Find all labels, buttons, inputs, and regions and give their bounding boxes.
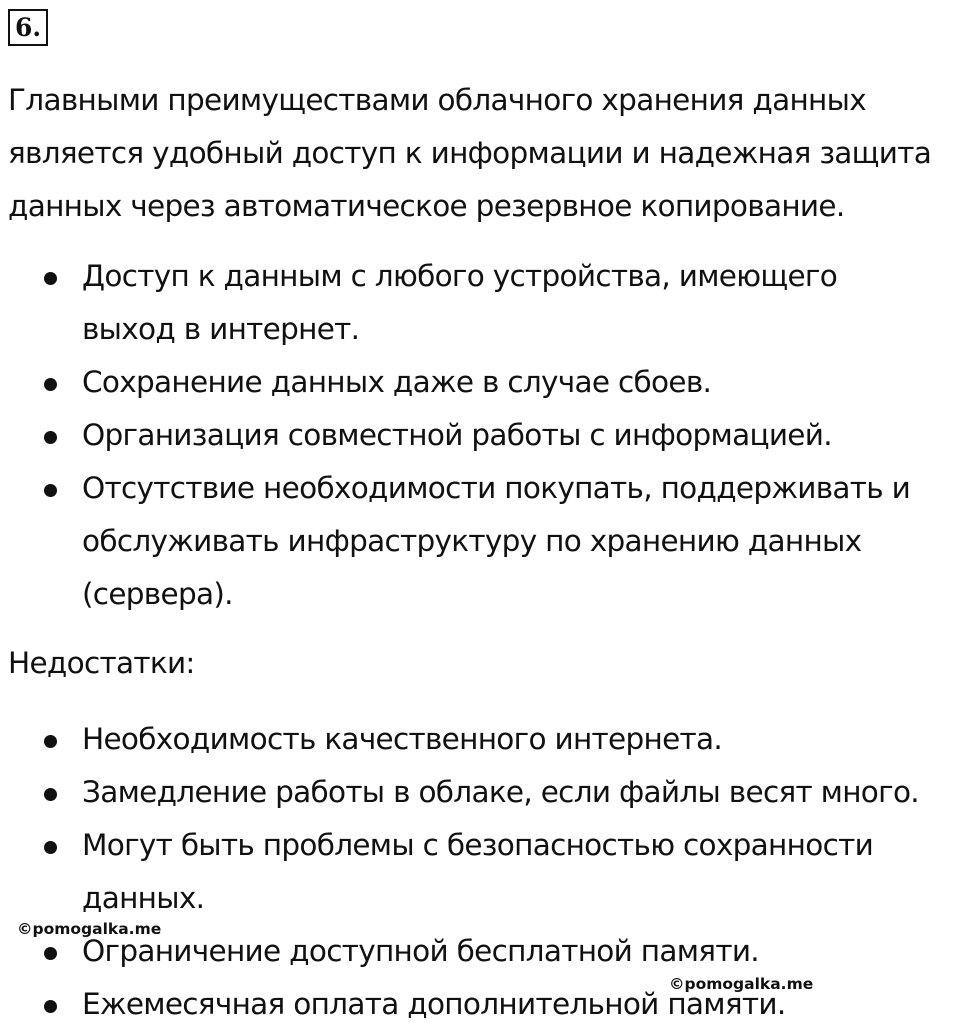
list-item-text: данных. — [82, 881, 205, 915]
disadvantages-heading: Недостатки: — [8, 646, 195, 680]
bullet-dot-icon — [44, 272, 57, 285]
bullet-dot-icon — [44, 788, 57, 801]
advantage-item — [0, 409, 960, 462]
task-number-box: 6. — [8, 9, 48, 46]
list-item-text: Сохранение данных даже в случае сбоев. — [82, 365, 712, 399]
disadvantage-item — [0, 713, 960, 766]
intro-paragraph — [8, 74, 958, 233]
list-item-text: Отсутствие необходимости покупать, поддерживать и — [82, 471, 911, 505]
disadvantages-list — [0, 713, 960, 1031]
disadvantage-item — [0, 978, 960, 1031]
disadvantage-item — [0, 766, 960, 819]
list-item-text: Доступ к данным с любого устройства, имеющего — [82, 259, 838, 293]
list-item-text: Необходимость качественного интернета. — [82, 722, 723, 756]
list-item-text: Замедление работы в облаке, если файлы весят много. — [82, 775, 919, 809]
advantage-item — [0, 462, 960, 621]
list-item-text: выход в интернет. — [82, 312, 360, 346]
disadvantage-item — [0, 819, 960, 925]
bullet-dot-icon — [44, 484, 57, 497]
advantages-list — [0, 250, 960, 621]
bullet-dot-icon — [44, 947, 57, 960]
bullet-dot-icon — [44, 378, 57, 391]
bullet-dot-icon — [44, 1000, 57, 1013]
watermark: ©pomogalka.me — [17, 920, 162, 938]
intro-line: данных через автоматическое резервное копирование. — [8, 189, 845, 223]
intro-line: является удобный доступ к информации и надежная защита — [8, 136, 932, 170]
advantage-item — [0, 250, 960, 356]
list-item-text: обслуживать инфраструктуру по хранению данных — [82, 524, 862, 558]
watermark: ©pomogalka.me — [669, 975, 814, 993]
list-item-text: Могут быть проблемы с безопасностью сохранности — [82, 828, 874, 862]
bullet-dot-icon — [44, 735, 57, 748]
list-item-text: Организация совместной работы с информацией. — [82, 418, 832, 452]
advantage-item — [0, 356, 960, 409]
list-item-text: (сервера). — [82, 577, 233, 611]
list-item-text: Ежемесячная оплата дополнительной памяти. — [82, 987, 786, 1021]
list-item-text: Ограничение доступной бесплатной памяти. — [82, 934, 759, 968]
intro-line: Главными преимуществами облачного хранения данных — [8, 83, 866, 117]
bullet-dot-icon — [44, 841, 57, 854]
bullet-dot-icon — [44, 431, 57, 444]
